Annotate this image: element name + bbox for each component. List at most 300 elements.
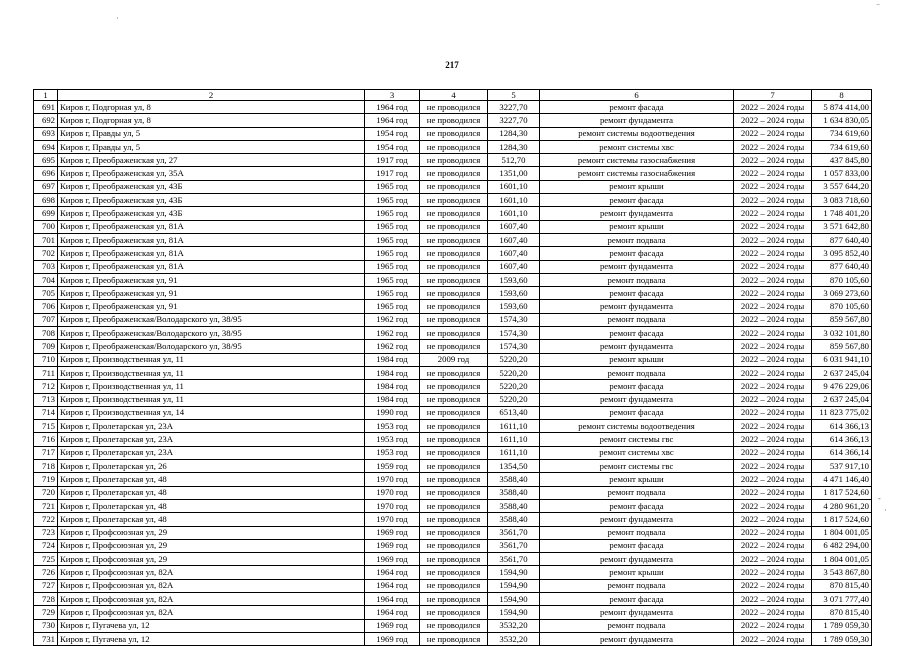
cell-cost: 870 105,60 [812, 300, 872, 313]
cell-work-type: ремонт фасада [540, 194, 734, 207]
cell-row-number: 709 [34, 340, 58, 353]
cell-period: 2022 – 2024 годы [734, 433, 812, 446]
cell-build-year: 1984 год [365, 353, 420, 366]
cell-cost: 1 057 833,00 [812, 167, 872, 180]
cell-address: Киров г, Преображенская ул, 27 [58, 154, 365, 167]
table-row [34, 433, 872, 446]
cell-work-type: ремонт фасада [540, 592, 734, 605]
cell-row-number: 721 [34, 499, 58, 512]
cell-cost: 3 543 867,80 [812, 566, 872, 579]
cell-work-type: ремонт фасада [540, 380, 734, 393]
table-row [34, 632, 872, 645]
cell-area: 1601,10 [488, 180, 540, 193]
cell-area: 3588,40 [488, 473, 540, 486]
cell-last-repair-year: не проводился [420, 260, 488, 273]
table-row [34, 167, 872, 180]
cell-last-repair-year: не проводился [420, 101, 488, 114]
cell-area: 1351,00 [488, 167, 540, 180]
cell-address: Киров г, Преображенская ул, 43Б [58, 194, 365, 207]
cell-area: 1611,10 [488, 420, 540, 433]
cell-cost: 3 557 644,20 [812, 180, 872, 193]
cell-row-number: 700 [34, 220, 58, 233]
cell-area: 5220,20 [488, 393, 540, 406]
cell-build-year: 1965 год [365, 233, 420, 246]
cell-last-repair-year: не проводился [420, 499, 488, 512]
cell-work-type: ремонт подвала [540, 526, 734, 539]
cell-address: Киров г, Производственная ул, 11 [58, 393, 365, 406]
cell-work-type: ремонт крыши [540, 473, 734, 486]
cell-cost: 734 619,60 [812, 127, 872, 140]
cell-build-year: 1953 год [365, 433, 420, 446]
cell-build-year: 1964 год [365, 566, 420, 579]
cell-work-type: ремонт фундамента [540, 606, 734, 619]
cell-work-type: ремонт фасада [540, 499, 734, 512]
cell-period: 2022 – 2024 годы [734, 207, 812, 220]
cell-work-type: ремонт системы водоотведения [540, 420, 734, 433]
cell-last-repair-year: не проводился [420, 287, 488, 300]
cell-period: 2022 – 2024 годы [734, 300, 812, 313]
table-row [34, 473, 872, 486]
cell-area: 1574,30 [488, 327, 540, 340]
cell-build-year: 1969 год [365, 553, 420, 566]
cell-build-year: 1954 год [365, 127, 420, 140]
cell-period: 2022 – 2024 годы [734, 473, 812, 486]
cell-area: 3561,70 [488, 539, 540, 552]
cell-cost: 877 640,40 [812, 233, 872, 246]
cell-last-repair-year: не проводился [420, 194, 488, 207]
cell-row-number: 710 [34, 353, 58, 366]
cell-area: 3588,40 [488, 513, 540, 526]
cell-work-type: ремонт фундамента [540, 553, 734, 566]
cell-build-year: 1965 год [365, 273, 420, 286]
table-row [34, 460, 872, 473]
cell-address: Киров г, Профсоюзная ул, 29 [58, 553, 365, 566]
cell-period: 2022 – 2024 годы [734, 167, 812, 180]
cell-row-number: 692 [34, 114, 58, 127]
page-number: 217 [445, 60, 459, 70]
cell-area: 3588,40 [488, 486, 540, 499]
cell-period: 2022 – 2024 годы [734, 592, 812, 605]
cell-area: 1611,10 [488, 433, 540, 446]
cell-area: 1354,50 [488, 460, 540, 473]
cell-build-year: 1965 год [365, 207, 420, 220]
cell-period: 2022 – 2024 годы [734, 233, 812, 246]
cell-period: 2022 – 2024 годы [734, 180, 812, 193]
cell-address: Киров г, Профсоюзная ул, 29 [58, 526, 365, 539]
cell-build-year: 1917 год [365, 154, 420, 167]
cell-area: 1594,90 [488, 606, 540, 619]
cell-row-number: 724 [34, 539, 58, 552]
cell-cost: 614 366,13 [812, 433, 872, 446]
cell-area: 6513,40 [488, 406, 540, 419]
cell-cost: 6 031 941,10 [812, 353, 872, 366]
cell-work-type: ремонт подвала [540, 273, 734, 286]
cell-last-repair-year: не проводился [420, 619, 488, 632]
table-row [34, 101, 872, 114]
cell-work-type: ремонт подвала [540, 619, 734, 632]
cell-period: 2022 – 2024 годы [734, 140, 812, 153]
table-row [34, 114, 872, 127]
table-row [34, 592, 872, 605]
table-row [34, 566, 872, 579]
cell-work-type: ремонт фундамента [540, 632, 734, 645]
cell-address: Киров г, Преображенская ул, 35А [58, 167, 365, 180]
cell-last-repair-year: не проводился [420, 486, 488, 499]
cell-row-number: 708 [34, 327, 58, 340]
table-row [34, 446, 872, 459]
table-row [34, 499, 872, 512]
table-row [34, 194, 872, 207]
cell-last-repair-year: не проводился [420, 513, 488, 526]
cell-period: 2022 – 2024 годы [734, 619, 812, 632]
cell-period: 2022 – 2024 годы [734, 194, 812, 207]
cell-work-type: ремонт фундамента [540, 207, 734, 220]
cell-work-type: ремонт системы водоотведения [540, 127, 734, 140]
header-col-4: 4 [420, 90, 488, 101]
cell-row-number: 715 [34, 420, 58, 433]
cell-period: 2022 – 2024 годы [734, 154, 812, 167]
cell-area: 3561,70 [488, 553, 540, 566]
cell-cost: 4 471 146,40 [812, 473, 872, 486]
cell-area: 3588,40 [488, 499, 540, 512]
cell-row-number: 716 [34, 433, 58, 446]
cell-build-year: 1953 год [365, 420, 420, 433]
cell-build-year: 1965 год [365, 180, 420, 193]
cell-build-year: 1962 год [365, 313, 420, 326]
cell-area: 1574,30 [488, 313, 540, 326]
cell-build-year: 1964 год [365, 579, 420, 592]
cell-period: 2022 – 2024 годы [734, 366, 812, 379]
cell-cost: 870 815,40 [812, 606, 872, 619]
cell-cost: 3 069 273,60 [812, 287, 872, 300]
cell-work-type: ремонт фасада [540, 539, 734, 552]
cell-row-number: 727 [34, 579, 58, 592]
cell-row-number: 728 [34, 592, 58, 605]
table-row [34, 353, 872, 366]
cell-row-number: 712 [34, 380, 58, 393]
cell-build-year: 1964 год [365, 592, 420, 605]
cell-period: 2022 – 2024 годы [734, 313, 812, 326]
cell-last-repair-year: не проводился [420, 247, 488, 260]
table-row [34, 154, 872, 167]
cell-area: 5220,20 [488, 353, 540, 366]
table-header-row [34, 90, 872, 101]
cell-address: Киров г, Правды ул, 5 [58, 140, 365, 153]
cell-row-number: 697 [34, 180, 58, 193]
cell-address: Киров г, Преображенская ул, 43Б [58, 180, 365, 193]
cell-work-type: ремонт фасада [540, 247, 734, 260]
cell-area: 1607,40 [488, 247, 540, 260]
cell-address: Киров г, Производственная ул, 11 [58, 366, 365, 379]
table-row [34, 300, 872, 313]
cell-cost: 1 817 524,60 [812, 486, 872, 499]
cell-cost: 1 804 001,05 [812, 526, 872, 539]
cell-row-number: 696 [34, 167, 58, 180]
cell-area: 1574,30 [488, 340, 540, 353]
cell-work-type: ремонт системы хвс [540, 446, 734, 459]
cell-row-number: 725 [34, 553, 58, 566]
cell-area: 1611,10 [488, 446, 540, 459]
header-col-1: 1 [34, 90, 58, 101]
cell-address: Киров г, Преображенская/Володарского ул, 38/95 [58, 340, 365, 353]
cell-period: 2022 – 2024 годы [734, 220, 812, 233]
cell-work-type: ремонт системы газоснабжения [540, 167, 734, 180]
cell-row-number: 698 [34, 194, 58, 207]
cell-area: 3532,20 [488, 632, 540, 645]
cell-build-year: 1962 год [365, 340, 420, 353]
cell-address: Киров г, Правды ул, 5 [58, 127, 365, 140]
cell-period: 2022 – 2024 годы [734, 579, 812, 592]
table-row [34, 247, 872, 260]
cell-row-number: 704 [34, 273, 58, 286]
cell-cost: 1 789 059,30 [812, 632, 872, 645]
cell-work-type: ремонт фундамента [540, 260, 734, 273]
table-row [34, 127, 872, 140]
cell-last-repair-year: не проводился [420, 566, 488, 579]
cell-last-repair-year: не проводился [420, 460, 488, 473]
header-col-5: 5 [488, 90, 540, 101]
cell-row-number: 726 [34, 566, 58, 579]
cell-row-number: 720 [34, 486, 58, 499]
table-row [34, 606, 872, 619]
cell-address: Киров г, Преображенская/Володарского ул, 38/95 [58, 313, 365, 326]
cell-last-repair-year: не проводился [420, 127, 488, 140]
cell-area: 1593,60 [488, 300, 540, 313]
cell-row-number: 694 [34, 140, 58, 153]
cell-last-repair-year: не проводился [420, 167, 488, 180]
cell-last-repair-year: не проводился [420, 420, 488, 433]
cell-work-type: ремонт фасада [540, 101, 734, 114]
cell-area: 1593,60 [488, 287, 540, 300]
cell-work-type: ремонт фасада [540, 406, 734, 419]
cell-build-year: 1964 год [365, 606, 420, 619]
cell-address: Киров г, Пугачева ул, 12 [58, 632, 365, 645]
cell-build-year: 1969 год [365, 632, 420, 645]
cell-area: 1284,30 [488, 140, 540, 153]
cell-period: 2022 – 2024 годы [734, 380, 812, 393]
cell-address: Киров г, Профсоюзная ул, 82А [58, 592, 365, 605]
cell-period: 2022 – 2024 годы [734, 273, 812, 286]
table-row [34, 273, 872, 286]
cell-build-year: 1970 год [365, 473, 420, 486]
cell-area: 1607,40 [488, 233, 540, 246]
cell-address: Киров г, Пролетарская ул, 23А [58, 446, 365, 459]
cell-last-repair-year: не проводился [420, 592, 488, 605]
cell-last-repair-year: не проводился [420, 220, 488, 233]
cell-address: Киров г, Подгорная ул, 8 [58, 101, 365, 114]
cell-address: Киров г, Преображенская ул, 91 [58, 273, 365, 286]
table-row [34, 380, 872, 393]
cell-row-number: 711 [34, 366, 58, 379]
cell-row-number: 702 [34, 247, 58, 260]
header-col-6: 6 [540, 90, 734, 101]
cell-area: 1607,40 [488, 220, 540, 233]
cell-row-number: 717 [34, 446, 58, 459]
cell-period: 2022 – 2024 годы [734, 340, 812, 353]
cell-cost: 2 637 245,04 [812, 393, 872, 406]
cell-cost: 1 817 524,60 [812, 513, 872, 526]
cell-build-year: 1984 год [365, 380, 420, 393]
cell-last-repair-year: не проводился [420, 366, 488, 379]
cell-last-repair-year: 2009 год [420, 353, 488, 366]
table-row [34, 393, 872, 406]
cell-area: 5220,20 [488, 366, 540, 379]
scan-speck: - [878, 494, 881, 503]
cell-area: 3227,70 [488, 101, 540, 114]
cell-build-year: 1969 год [365, 526, 420, 539]
cell-work-type: ремонт крыши [540, 353, 734, 366]
cell-work-type: ремонт системы хвс [540, 140, 734, 153]
cell-row-number: 705 [34, 287, 58, 300]
cell-cost: 3 571 642,80 [812, 220, 872, 233]
cell-period: 2022 – 2024 годы [734, 114, 812, 127]
cell-cost: 3 032 101,80 [812, 327, 872, 340]
cell-row-number: 701 [34, 233, 58, 246]
cell-period: 2022 – 2024 годы [734, 486, 812, 499]
cell-cost: 5 874 414,00 [812, 101, 872, 114]
table-row [34, 180, 872, 193]
cell-address: Киров г, Преображенская ул, 81А [58, 260, 365, 273]
table-row [34, 406, 872, 419]
cell-cost: 870 105,60 [812, 273, 872, 286]
table-row [34, 233, 872, 246]
cell-period: 2022 – 2024 годы [734, 513, 812, 526]
table-row [34, 220, 872, 233]
cell-build-year: 1969 год [365, 619, 420, 632]
cell-build-year: 1984 год [365, 366, 420, 379]
table-row [34, 260, 872, 273]
cell-build-year: 1964 год [365, 101, 420, 114]
cell-area: 1601,10 [488, 194, 540, 207]
cell-cost: 3 083 718,60 [812, 194, 872, 207]
cell-build-year: 1965 год [365, 220, 420, 233]
cell-last-repair-year: не проводился [420, 207, 488, 220]
cell-cost: 3 095 852,40 [812, 247, 872, 260]
cell-last-repair-year: не проводился [420, 473, 488, 486]
cell-period: 2022 – 2024 годы [734, 247, 812, 260]
cell-period: 2022 – 2024 годы [734, 260, 812, 273]
cell-period: 2022 – 2024 годы [734, 460, 812, 473]
cell-period: 2022 – 2024 годы [734, 393, 812, 406]
cell-cost: 859 567,80 [812, 313, 872, 326]
cell-address: Киров г, Пролетарская ул, 48 [58, 513, 365, 526]
cell-build-year: 1959 год [365, 460, 420, 473]
cell-row-number: 722 [34, 513, 58, 526]
cell-last-repair-year: не проводился [420, 313, 488, 326]
cell-work-type: ремонт фундамента [540, 114, 734, 127]
cell-cost: 1 748 401,20 [812, 207, 872, 220]
cell-build-year: 1954 год [365, 140, 420, 153]
cell-period: 2022 – 2024 годы [734, 553, 812, 566]
cell-cost: 2 637 245,04 [812, 366, 872, 379]
cell-cost: 614 366,14 [812, 446, 872, 459]
cell-period: 2022 – 2024 годы [734, 632, 812, 645]
cell-row-number: 718 [34, 460, 58, 473]
cell-address: Киров г, Профсоюзная ул, 82А [58, 579, 365, 592]
cell-work-type: ремонт крыши [540, 566, 734, 579]
cell-row-number: 695 [34, 154, 58, 167]
cell-cost: 1 634 830,05 [812, 114, 872, 127]
cell-period: 2022 – 2024 годы [734, 406, 812, 419]
cell-work-type: ремонт подвала [540, 313, 734, 326]
cell-build-year: 1965 год [365, 260, 420, 273]
cell-last-repair-year: не проводился [420, 433, 488, 446]
repair-schedule-table [33, 89, 872, 646]
cell-last-repair-year: не проводился [420, 446, 488, 459]
cell-period: 2022 – 2024 годы [734, 327, 812, 340]
cell-period: 2022 – 2024 годы [734, 499, 812, 512]
cell-cost: 1 789 059,30 [812, 619, 872, 632]
table-row [34, 619, 872, 632]
table-row [34, 340, 872, 353]
cell-address: Киров г, Преображенская ул, 81А [58, 220, 365, 233]
cell-period: 2022 – 2024 годы [734, 526, 812, 539]
cell-period: 2022 – 2024 годы [734, 606, 812, 619]
cell-period: 2022 – 2024 годы [734, 539, 812, 552]
cell-work-type: ремонт подвала [540, 366, 734, 379]
table-row [34, 486, 872, 499]
cell-cost: 6 482 294,00 [812, 539, 872, 552]
cell-work-type: ремонт фундамента [540, 393, 734, 406]
cell-build-year: 1990 год [365, 406, 420, 419]
cell-area: 1594,90 [488, 566, 540, 579]
cell-area: 5220,20 [488, 380, 540, 393]
cell-last-repair-year: не проводился [420, 406, 488, 419]
cell-address: Киров г, Пролетарская ул, 23А [58, 420, 365, 433]
cell-build-year: 1984 год [365, 393, 420, 406]
cell-address: Киров г, Пролетарская ул, 48 [58, 499, 365, 512]
cell-build-year: 1965 год [365, 287, 420, 300]
cell-address: Киров г, Пролетарская ул, 26 [58, 460, 365, 473]
cell-build-year: 1962 год [365, 327, 420, 340]
cell-row-number: 707 [34, 313, 58, 326]
table-body [34, 101, 872, 646]
cell-cost: 9 476 229,06 [812, 380, 872, 393]
cell-last-repair-year: не проводился [420, 154, 488, 167]
cell-cost: 1 804 001,05 [812, 553, 872, 566]
cell-period: 2022 – 2024 годы [734, 287, 812, 300]
cell-build-year: 1969 год [365, 539, 420, 552]
cell-address: Киров г, Производственная ул, 11 [58, 353, 365, 366]
cell-last-repair-year: не проводился [420, 114, 488, 127]
cell-address: Киров г, Пролетарская ул, 23А [58, 433, 365, 446]
cell-area: 3561,70 [488, 526, 540, 539]
cell-area: 1594,90 [488, 579, 540, 592]
cell-address: Киров г, Профсоюзная ул, 82А [58, 606, 365, 619]
cell-work-type: ремонт крыши [540, 180, 734, 193]
cell-build-year: 1970 год [365, 486, 420, 499]
cell-period: 2022 – 2024 годы [734, 566, 812, 579]
cell-address: Киров г, Преображенская ул, 81А [58, 233, 365, 246]
table-row [34, 579, 872, 592]
cell-cost: 537 917,10 [812, 460, 872, 473]
cell-address: Киров г, Подгорная ул, 8 [58, 114, 365, 127]
cell-last-repair-year: не проводился [420, 273, 488, 286]
cell-address: Киров г, Профсоюзная ул, 29 [58, 539, 365, 552]
cell-last-repair-year: не проводился [420, 579, 488, 592]
cell-period: 2022 – 2024 годы [734, 420, 812, 433]
cell-row-number: 713 [34, 393, 58, 406]
cell-area: 1594,90 [488, 592, 540, 605]
cell-cost: 734 619,60 [812, 140, 872, 153]
cell-row-number: 699 [34, 207, 58, 220]
cell-cost: 4 280 961,20 [812, 499, 872, 512]
cell-cost: 437 845,80 [812, 154, 872, 167]
table-row [34, 140, 872, 153]
cell-cost: 877 640,40 [812, 260, 872, 273]
cell-row-number: 731 [34, 632, 58, 645]
table-row [34, 313, 872, 326]
